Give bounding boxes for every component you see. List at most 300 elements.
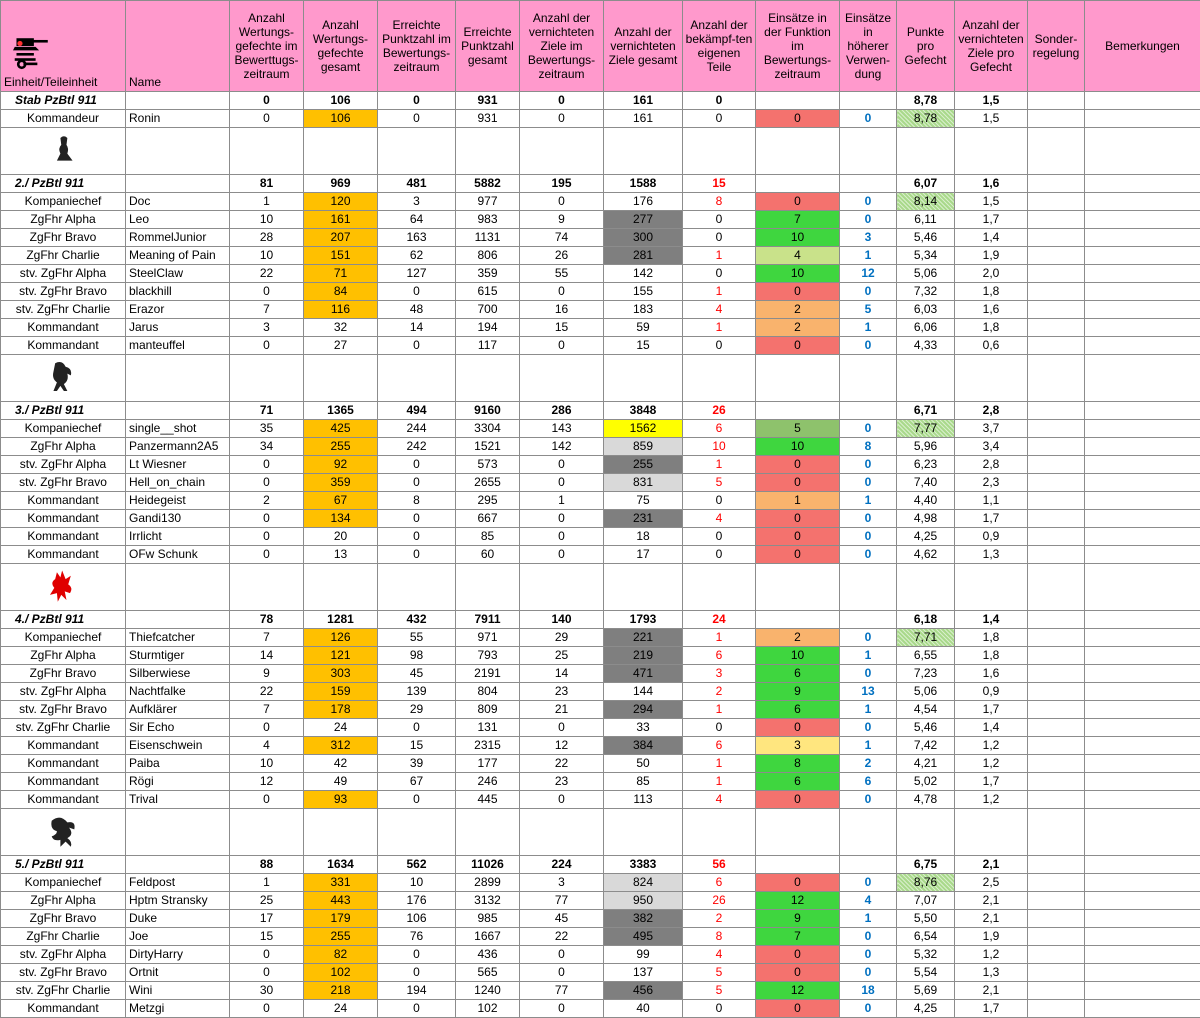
summary-c10[interactable]: 8,78 — [897, 92, 955, 110]
cell-c2[interactable]: 27 — [304, 337, 378, 355]
summary-c3[interactable]: 481 — [378, 175, 456, 193]
cell-c10[interactable]: 7,07 — [897, 892, 955, 910]
cell-c5[interactable]: 25 — [520, 647, 604, 665]
cell-c3[interactable]: 0 — [378, 110, 456, 128]
role-cell[interactable]: stv. ZgFhr Charlie — [1, 982, 126, 1000]
cell-c8[interactable]: 0 — [756, 337, 840, 355]
cell-c4[interactable]: 117 — [456, 337, 520, 355]
cell-c3[interactable]: 0 — [378, 546, 456, 564]
cell-c5[interactable]: 22 — [520, 928, 604, 946]
unit-summary-label[interactable]: 3./ PzBtl 911 — [1, 402, 126, 420]
cell-c10[interactable]: 4,78 — [897, 791, 955, 809]
cell-c1[interactable]: 15 — [230, 928, 304, 946]
role-cell[interactable]: stv. ZgFhr Bravo — [1, 964, 126, 982]
summary-special-cell[interactable] — [1028, 402, 1085, 420]
cell-c3[interactable]: 39 — [378, 755, 456, 773]
cell-c6[interactable]: 831 — [604, 474, 683, 492]
cell-c11[interactable]: 1,2 — [955, 737, 1028, 755]
cell-c3[interactable]: 14 — [378, 319, 456, 337]
table-row[interactable] — [1, 755, 1200, 773]
cell-c11[interactable]: 1,3 — [955, 964, 1028, 982]
remarks-cell[interactable] — [1085, 982, 1200, 1000]
remarks-cell[interactable] — [1085, 665, 1200, 683]
table-row[interactable] — [1, 110, 1200, 128]
summary-c9[interactable] — [840, 92, 897, 110]
cell-c4[interactable]: 1667 — [456, 928, 520, 946]
cell-c5[interactable]: 0 — [520, 456, 604, 474]
summary-c7[interactable]: 24 — [683, 611, 756, 629]
cell-c8[interactable]: 2 — [756, 629, 840, 647]
role-cell[interactable]: Kommandant — [1, 1000, 126, 1018]
cell-c2[interactable]: 134 — [304, 510, 378, 528]
cell-c5[interactable]: 14 — [520, 665, 604, 683]
cell-c8[interactable]: 6 — [756, 701, 840, 719]
cell-c1[interactable]: 3 — [230, 319, 304, 337]
special-cell[interactable] — [1028, 110, 1085, 128]
header-unit[interactable] — [1, 1, 126, 92]
cell-c5[interactable]: 0 — [520, 1000, 604, 1018]
cell-c6[interactable]: 495 — [604, 928, 683, 946]
special-cell[interactable] — [1028, 629, 1085, 647]
special-cell[interactable] — [1028, 701, 1085, 719]
cell-c2[interactable]: 425 — [304, 420, 378, 438]
remarks-cell[interactable] — [1085, 755, 1200, 773]
cell-c11[interactable]: 1,5 — [955, 193, 1028, 211]
player-name-r-gi[interactable]: Rögi — [126, 773, 230, 791]
special-cell[interactable] — [1028, 683, 1085, 701]
cell-c9[interactable]: 0 — [840, 791, 897, 809]
cell-c10[interactable]: 4,25 — [897, 1000, 955, 1018]
cell-c9[interactable]: 0 — [840, 928, 897, 946]
cell-c5[interactable]: 0 — [520, 283, 604, 301]
cell-c1[interactable]: 0 — [230, 337, 304, 355]
cell-c10[interactable]: 5,02 — [897, 773, 955, 791]
cell-c7[interactable]: 5 — [683, 474, 756, 492]
cell-c4[interactable]: 573 — [456, 456, 520, 474]
cell-c1[interactable]: 0 — [230, 791, 304, 809]
cell-c1[interactable]: 7 — [230, 301, 304, 319]
summary-c11[interactable]: 1,4 — [955, 611, 1028, 629]
table-row[interactable] — [1, 946, 1200, 964]
summary-c4[interactable]: 7911 — [456, 611, 520, 629]
cell-c11[interactable]: 1,9 — [955, 247, 1028, 265]
role-cell[interactable]: Kommandant — [1, 528, 126, 546]
cell-c3[interactable]: 3 — [378, 193, 456, 211]
summary-c3[interactable]: 494 — [378, 402, 456, 420]
cell-c11[interactable]: 2,8 — [955, 456, 1028, 474]
player-name-duke[interactable]: Duke — [126, 910, 230, 928]
cell-c3[interactable]: 48 — [378, 301, 456, 319]
cell-c9[interactable]: 6 — [840, 773, 897, 791]
cell-c6[interactable]: 231 — [604, 510, 683, 528]
special-cell[interactable] — [1028, 665, 1085, 683]
role-cell[interactable]: Kompaniechef — [1, 874, 126, 892]
cell-c8[interactable]: 10 — [756, 265, 840, 283]
header-kills-per-battle[interactable]: Anzahl der vernichteten Ziele pro Gefecht — [955, 1, 1028, 92]
cell-c6[interactable]: 161 — [604, 110, 683, 128]
cell-c7[interactable]: 1 — [683, 773, 756, 791]
cell-c3[interactable]: 0 — [378, 946, 456, 964]
cell-c5[interactable]: 45 — [520, 910, 604, 928]
cell-c8[interactable]: 9 — [756, 683, 840, 701]
cell-c5[interactable]: 22 — [520, 755, 604, 773]
cell-c2[interactable]: 207 — [304, 229, 378, 247]
header-remarks[interactable]: Bemerkungen — [1085, 1, 1200, 92]
table-row[interactable] — [1, 510, 1200, 528]
cell-c4[interactable]: 1131 — [456, 229, 520, 247]
cell-c3[interactable]: 8 — [378, 492, 456, 510]
role-cell[interactable]: Kommandant — [1, 492, 126, 510]
summary-c2[interactable]: 1365 — [304, 402, 378, 420]
cell-c6[interactable]: 75 — [604, 492, 683, 510]
table-row[interactable] — [1, 193, 1200, 211]
remarks-cell[interactable] — [1085, 438, 1200, 456]
remarks-cell[interactable] — [1085, 110, 1200, 128]
cell-c1[interactable]: 34 — [230, 438, 304, 456]
cell-c9[interactable]: 1 — [840, 737, 897, 755]
special-cell[interactable] — [1028, 910, 1085, 928]
cell-c6[interactable]: 99 — [604, 946, 683, 964]
cell-c3[interactable]: 127 — [378, 265, 456, 283]
cell-c5[interactable]: 0 — [520, 719, 604, 737]
special-cell[interactable] — [1028, 438, 1085, 456]
cell-c7[interactable]: 6 — [683, 737, 756, 755]
summary-c9[interactable] — [840, 611, 897, 629]
remarks-cell[interactable] — [1085, 420, 1200, 438]
summary-c7[interactable]: 15 — [683, 175, 756, 193]
cell-c9[interactable]: 0 — [840, 510, 897, 528]
cell-c2[interactable]: 255 — [304, 438, 378, 456]
player-name-sturmtiger[interactable]: Sturmtiger — [126, 647, 230, 665]
cell-c8[interactable]: 0 — [756, 946, 840, 964]
cell-c6[interactable]: 15 — [604, 337, 683, 355]
summary-c1[interactable]: 88 — [230, 856, 304, 874]
remarks-cell[interactable] — [1085, 528, 1200, 546]
cell-c10[interactable]: 4,33 — [897, 337, 955, 355]
summary-c1[interactable]: 78 — [230, 611, 304, 629]
player-name-lt-wiesner[interactable]: Lt Wiesner — [126, 456, 230, 474]
role-cell[interactable]: Kommandant — [1, 791, 126, 809]
summary-c7[interactable]: 0 — [683, 92, 756, 110]
cell-c11[interactable]: 2,1 — [955, 892, 1028, 910]
summary-c10[interactable]: 6,75 — [897, 856, 955, 874]
cell-c4[interactable]: 2899 — [456, 874, 520, 892]
special-cell[interactable] — [1028, 737, 1085, 755]
player-name-doc[interactable]: Doc — [126, 193, 230, 211]
table-row[interactable] — [1, 683, 1200, 701]
cell-c2[interactable]: 32 — [304, 319, 378, 337]
cell-c2[interactable]: 82 — [304, 946, 378, 964]
table-row[interactable] — [1, 247, 1200, 265]
summary-c8[interactable] — [756, 175, 840, 193]
cell-c7[interactable]: 0 — [683, 1000, 756, 1018]
cell-c10[interactable]: 4,98 — [897, 510, 955, 528]
cell-c11[interactable]: 2,1 — [955, 910, 1028, 928]
cell-c11[interactable]: 2,5 — [955, 874, 1028, 892]
cell-c11[interactable]: 1,2 — [955, 946, 1028, 964]
summary-remarks-cell[interactable] — [1085, 856, 1200, 874]
cell-c1[interactable]: 10 — [230, 247, 304, 265]
cell-c6[interactable]: 18 — [604, 528, 683, 546]
role-cell[interactable]: stv. ZgFhr Bravo — [1, 283, 126, 301]
cell-c2[interactable]: 102 — [304, 964, 378, 982]
cell-c7[interactable]: 1 — [683, 629, 756, 647]
cell-c5[interactable]: 77 — [520, 982, 604, 1000]
cell-c11[interactable]: 1,6 — [955, 301, 1028, 319]
table-row[interactable] — [1, 337, 1200, 355]
cell-c6[interactable]: 1562 — [604, 420, 683, 438]
cell-c8[interactable]: 12 — [756, 892, 840, 910]
cell-c4[interactable]: 1521 — [456, 438, 520, 456]
cell-c4[interactable]: 793 — [456, 647, 520, 665]
cell-c2[interactable]: 71 — [304, 265, 378, 283]
cell-c11[interactable]: 1,7 — [955, 701, 1028, 719]
remarks-cell[interactable] — [1085, 510, 1200, 528]
summary-special-cell[interactable] — [1028, 611, 1085, 629]
special-cell[interactable] — [1028, 211, 1085, 229]
role-cell[interactable]: ZgFhr Charlie — [1, 928, 126, 946]
cell-c2[interactable]: 255 — [304, 928, 378, 946]
summary-remarks-cell[interactable] — [1085, 611, 1200, 629]
cell-c7[interactable]: 0 — [683, 211, 756, 229]
cell-c9[interactable]: 5 — [840, 301, 897, 319]
table-row[interactable] — [1, 665, 1200, 683]
cell-c11[interactable]: 3,4 — [955, 438, 1028, 456]
role-cell[interactable]: Kommandeur — [1, 110, 126, 128]
cell-c4[interactable]: 971 — [456, 629, 520, 647]
summary-c1[interactable]: 71 — [230, 402, 304, 420]
cell-c2[interactable]: 443 — [304, 892, 378, 910]
table-row[interactable] — [1, 773, 1200, 791]
summary-name-cell[interactable] — [126, 402, 230, 420]
cell-c4[interactable]: 809 — [456, 701, 520, 719]
cell-c6[interactable]: 221 — [604, 629, 683, 647]
remarks-cell[interactable] — [1085, 683, 1200, 701]
summary-c8[interactable] — [756, 402, 840, 420]
cell-c8[interactable]: 10 — [756, 438, 840, 456]
cell-c9[interactable]: 1 — [840, 492, 897, 510]
cell-c7[interactable]: 5 — [683, 982, 756, 1000]
cell-c1[interactable]: 0 — [230, 946, 304, 964]
header-points-total[interactable]: Erreichte Punktzahl gesamt — [456, 1, 520, 92]
summary-c6[interactable]: 3383 — [604, 856, 683, 874]
cell-c7[interactable]: 0 — [683, 265, 756, 283]
cell-c1[interactable]: 0 — [230, 474, 304, 492]
cell-c6[interactable]: 59 — [604, 319, 683, 337]
cell-c8[interactable]: 8 — [756, 755, 840, 773]
cell-c2[interactable]: 151 — [304, 247, 378, 265]
cell-c2[interactable]: 303 — [304, 665, 378, 683]
cell-c5[interactable]: 0 — [520, 791, 604, 809]
player-name-dirtyharry[interactable]: DirtyHarry — [126, 946, 230, 964]
summary-special-cell[interactable] — [1028, 92, 1085, 110]
special-cell[interactable] — [1028, 456, 1085, 474]
cell-c8[interactable]: 0 — [756, 719, 840, 737]
summary-c11[interactable]: 2,1 — [955, 856, 1028, 874]
summary-c5[interactable]: 224 — [520, 856, 604, 874]
summary-c6[interactable]: 1793 — [604, 611, 683, 629]
cell-c4[interactable]: 3132 — [456, 892, 520, 910]
summary-c3[interactable]: 562 — [378, 856, 456, 874]
cell-c6[interactable]: 384 — [604, 737, 683, 755]
cell-c7[interactable]: 0 — [683, 492, 756, 510]
cell-c11[interactable]: 1,3 — [955, 546, 1028, 564]
cell-c5[interactable]: 55 — [520, 265, 604, 283]
cell-c10[interactable]: 4,40 — [897, 492, 955, 510]
cell-c9[interactable]: 8 — [840, 438, 897, 456]
cell-c10[interactable]: 6,06 — [897, 319, 955, 337]
special-cell[interactable] — [1028, 229, 1085, 247]
cell-c4[interactable]: 700 — [456, 301, 520, 319]
cell-c4[interactable]: 2315 — [456, 737, 520, 755]
cell-c8[interactable]: 0 — [756, 283, 840, 301]
remarks-cell[interactable] — [1085, 283, 1200, 301]
cell-c3[interactable]: 67 — [378, 773, 456, 791]
cell-c6[interactable]: 277 — [604, 211, 683, 229]
header-kills-total[interactable]: Anzahl der vernichteten Ziele gesamt — [604, 1, 683, 92]
cell-c8[interactable]: 10 — [756, 647, 840, 665]
cell-c10[interactable]: 4,54 — [897, 701, 955, 719]
cell-c8[interactable]: 1 — [756, 492, 840, 510]
cell-c10[interactable]: 7,77 — [897, 420, 955, 438]
summary-c4[interactable]: 931 — [456, 92, 520, 110]
cell-c7[interactable]: 8 — [683, 193, 756, 211]
table-row[interactable] — [1, 1000, 1200, 1018]
header-points-per-battle[interactable]: Punkte pro Gefecht — [897, 1, 955, 92]
cell-c6[interactable]: 950 — [604, 892, 683, 910]
summary-c1[interactable]: 0 — [230, 92, 304, 110]
table-row[interactable] — [1, 474, 1200, 492]
role-cell[interactable]: stv. ZgFhr Charlie — [1, 719, 126, 737]
header-kills-period[interactable]: Anzahl der vernichteten Ziele im Bewertungs-zeitraum — [520, 1, 604, 92]
summary-remarks-cell[interactable] — [1085, 92, 1200, 110]
summary-c5[interactable]: 0 — [520, 92, 604, 110]
cell-c8[interactable]: 6 — [756, 773, 840, 791]
cell-c6[interactable]: 859 — [604, 438, 683, 456]
cell-c3[interactable]: 64 — [378, 211, 456, 229]
cell-c9[interactable]: 12 — [840, 265, 897, 283]
cell-c2[interactable]: 13 — [304, 546, 378, 564]
cell-c10[interactable]: 5,34 — [897, 247, 955, 265]
cell-c7[interactable]: 1 — [683, 283, 756, 301]
remarks-cell[interactable] — [1085, 546, 1200, 564]
cell-c10[interactable]: 4,25 — [897, 528, 955, 546]
special-cell[interactable] — [1028, 301, 1085, 319]
cell-c3[interactable]: 10 — [378, 874, 456, 892]
header-friendly-fire[interactable]: Anzahl der bekämpf-ten eigenen Teile — [683, 1, 756, 92]
cell-c1[interactable]: 12 — [230, 773, 304, 791]
cell-c1[interactable]: 0 — [230, 1000, 304, 1018]
cell-c7[interactable]: 4 — [683, 946, 756, 964]
cell-c2[interactable]: 359 — [304, 474, 378, 492]
cell-c2[interactable]: 106 — [304, 110, 378, 128]
cell-c1[interactable]: 0 — [230, 964, 304, 982]
cell-c1[interactable]: 0 — [230, 528, 304, 546]
cell-c10[interactable]: 6,54 — [897, 928, 955, 946]
cell-c11[interactable]: 1,8 — [955, 647, 1028, 665]
header-battles-period[interactable]: Anzahl Wertungs-gefechte im Bewerttugs-zeitraum — [230, 1, 304, 92]
player-name-meaning-of-pain[interactable]: Meaning of Pain — [126, 247, 230, 265]
role-cell[interactable]: ZgFhr Alpha — [1, 647, 126, 665]
header-points-period[interactable]: Erreichte Punktzahl im Bewertungs-zeitraum — [378, 1, 456, 92]
player-name-rommeljunior[interactable]: RommelJunior — [126, 229, 230, 247]
header-special-rules[interactable]: Sonder-regelung — [1028, 1, 1085, 92]
cell-c10[interactable]: 8,14 — [897, 193, 955, 211]
cell-c5[interactable]: 12 — [520, 737, 604, 755]
summary-c8[interactable] — [756, 92, 840, 110]
summary-c9[interactable] — [840, 175, 897, 193]
cell-c5[interactable]: 23 — [520, 773, 604, 791]
summary-c2[interactable]: 1634 — [304, 856, 378, 874]
cell-c5[interactable]: 0 — [520, 946, 604, 964]
cell-c10[interactable]: 5,50 — [897, 910, 955, 928]
cell-c1[interactable]: 10 — [230, 211, 304, 229]
cell-c10[interactable]: 4,62 — [897, 546, 955, 564]
cell-c4[interactable]: 983 — [456, 211, 520, 229]
cell-c9[interactable]: 0 — [840, 193, 897, 211]
cell-c9[interactable]: 1 — [840, 247, 897, 265]
cell-c5[interactable]: 0 — [520, 528, 604, 546]
remarks-cell[interactable] — [1085, 319, 1200, 337]
role-cell[interactable]: ZgFhr Charlie — [1, 247, 126, 265]
cell-c4[interactable]: 615 — [456, 283, 520, 301]
summary-c10[interactable]: 6,18 — [897, 611, 955, 629]
cell-c1[interactable]: 0 — [230, 456, 304, 474]
cell-c8[interactable]: 0 — [756, 193, 840, 211]
cell-c8[interactable]: 9 — [756, 910, 840, 928]
cell-c4[interactable]: 985 — [456, 910, 520, 928]
remarks-cell[interactable] — [1085, 701, 1200, 719]
player-name-panzermann2a5[interactable]: Panzermann2A5 — [126, 438, 230, 456]
table-row[interactable] — [1, 438, 1200, 456]
summary-c7[interactable]: 26 — [683, 402, 756, 420]
summary-c5[interactable]: 140 — [520, 611, 604, 629]
cell-c7[interactable]: 10 — [683, 438, 756, 456]
cell-c3[interactable]: 176 — [378, 892, 456, 910]
cell-c6[interactable]: 17 — [604, 546, 683, 564]
special-cell[interactable] — [1028, 265, 1085, 283]
cell-c4[interactable]: 85 — [456, 528, 520, 546]
role-cell[interactable]: Kompaniechef — [1, 420, 126, 438]
player-name-metzgi[interactable]: Metzgi — [126, 1000, 230, 1018]
cell-c4[interactable]: 931 — [456, 110, 520, 128]
table-row[interactable] — [1, 892, 1200, 910]
cell-c2[interactable]: 121 — [304, 647, 378, 665]
cell-c8[interactable]: 0 — [756, 791, 840, 809]
cell-c1[interactable]: 22 — [230, 683, 304, 701]
cell-c10[interactable]: 5,06 — [897, 265, 955, 283]
role-cell[interactable]: Kompaniechef — [1, 193, 126, 211]
cell-c9[interactable]: 0 — [840, 719, 897, 737]
role-cell[interactable]: ZgFhr Alpha — [1, 211, 126, 229]
remarks-cell[interactable] — [1085, 964, 1200, 982]
special-cell[interactable] — [1028, 982, 1085, 1000]
cell-c3[interactable]: 242 — [378, 438, 456, 456]
table-row[interactable] — [1, 874, 1200, 892]
cell-c7[interactable]: 1 — [683, 456, 756, 474]
cell-c3[interactable]: 139 — [378, 683, 456, 701]
cell-c1[interactable]: 30 — [230, 982, 304, 1000]
cell-c1[interactable]: 14 — [230, 647, 304, 665]
table-row[interactable] — [1, 910, 1200, 928]
cell-c7[interactable]: 3 — [683, 665, 756, 683]
role-cell[interactable]: ZgFhr Bravo — [1, 910, 126, 928]
cell-c4[interactable]: 131 — [456, 719, 520, 737]
role-cell[interactable]: Kommandant — [1, 773, 126, 791]
cell-c9[interactable]: 0 — [840, 964, 897, 982]
remarks-cell[interactable] — [1085, 928, 1200, 946]
cell-c1[interactable]: 0 — [230, 283, 304, 301]
